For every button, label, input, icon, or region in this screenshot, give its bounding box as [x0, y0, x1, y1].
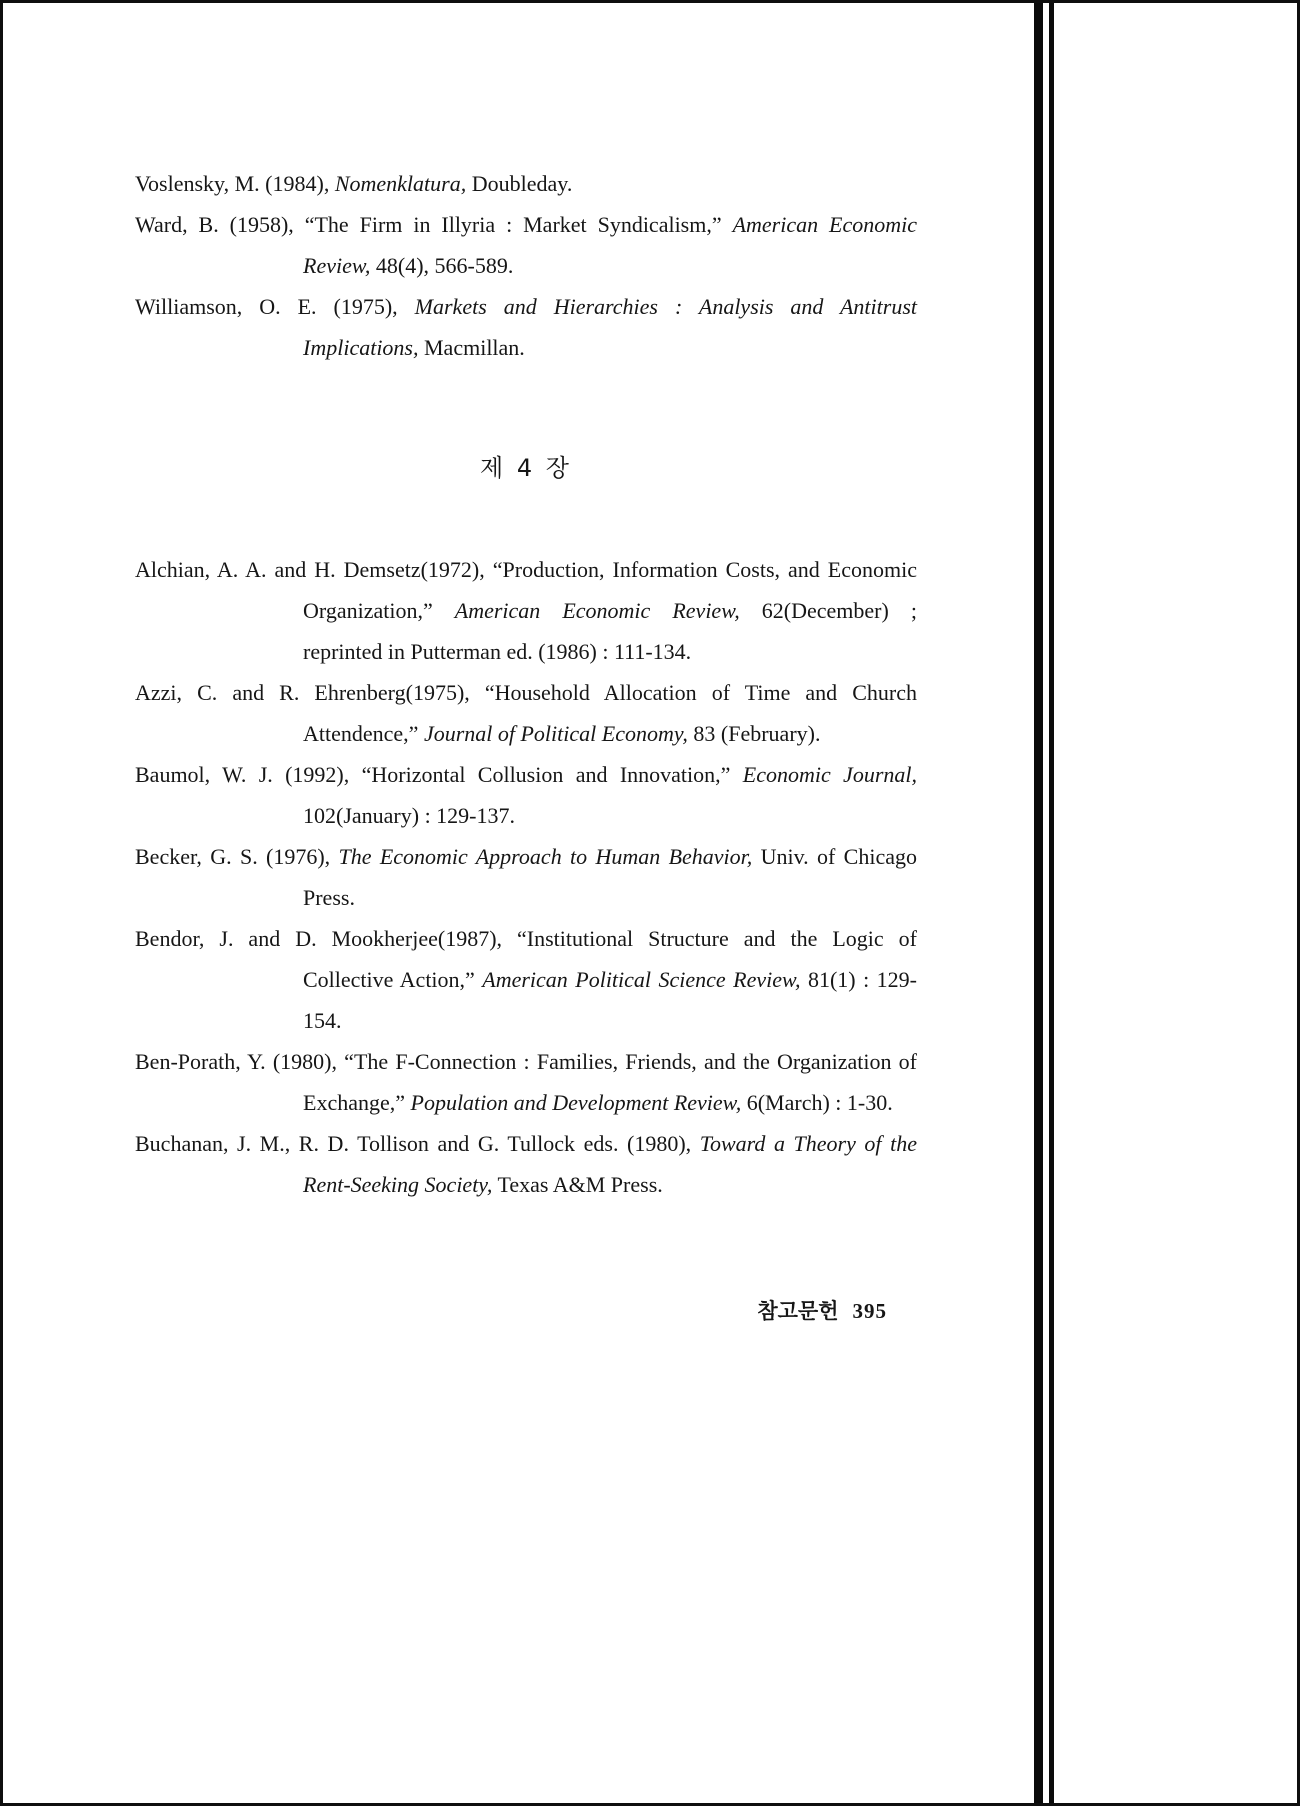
reference-title-italic: Economic Journal, — [742, 762, 917, 787]
reference-title-italic: American Economic Review, — [303, 212, 917, 278]
reference-text: Doubleday. — [466, 171, 573, 196]
reference-text: Univ. of Chicago Press. — [303, 844, 917, 910]
reference-title-italic: Journal of Political Economy, — [423, 721, 688, 746]
reference-entry — [135, 672, 917, 754]
page-edge-line-inner — [1049, 3, 1054, 1803]
reference-text: Macmillan. — [418, 335, 525, 360]
reference-title-italic: Nomenklatura, — [334, 171, 467, 196]
reference-text: Azzi, C. and R. Ehrenberg(1975), “Household Allocation of Time and Church Attendence,” — [135, 680, 917, 746]
reference-text: 83 (February). — [687, 721, 821, 746]
page-number: 395 — [852, 1299, 887, 1323]
reference-entry — [135, 286, 917, 368]
chapter-heading: 제 4 장 — [480, 454, 572, 482]
reference-title-italic: American Political Science Review, — [482, 967, 801, 992]
reference-title-italic: Toward a Theory of the Rent-Seeking Society, — [303, 1131, 917, 1197]
reference-text: Ben-Porath, Y. (1980), “The F-Connection : Families, Friends, and the Organization of Exchange,” — [135, 1049, 917, 1115]
reference-entry — [135, 1123, 917, 1205]
page-footer — [135, 1291, 917, 1332]
reference-entry — [135, 836, 917, 918]
reference-text: Williamson, O. E. (1975), — [135, 294, 415, 319]
reference-entry — [135, 754, 917, 836]
reference-text: 102(January) : 129-137. — [303, 803, 516, 828]
reference-text: Ward, B. (1958), “The Firm in Illyria : Market Syndicalism,” — [135, 212, 733, 237]
reference-entry — [135, 163, 917, 204]
reference-title-italic: American Economic Review, — [454, 598, 740, 623]
reference-text: 6(March) : 1-30. — [741, 1090, 893, 1115]
reference-text: Baumol, W. J. (1992), “Horizontal Collusion and Innovation,” — [135, 762, 743, 787]
reference-title-italic: Population and Development Review, — [410, 1090, 742, 1115]
reference-text: 48(4), 566-589. — [370, 253, 514, 278]
reference-entry — [135, 549, 917, 672]
reference-text: Alchian, A. A. and H. Demsetz(1972), “Production, Information Costs, and Economic Organization,” — [135, 557, 917, 623]
reference-text: 62(December) ; reprinted in Putterman ed. (1986) : 111-134. — [303, 598, 917, 664]
reference-title-italic: Markets and Hierarchies : Analysis and Antitrust Implications, — [303, 294, 917, 360]
reference-entry — [135, 204, 917, 286]
reference-entry — [135, 1041, 917, 1123]
reference-text: Bendor, J. and D. Mookherjee(1987), “Institutional Structure and the Logic of Collective Action,” — [135, 926, 917, 992]
reference-text: Buchanan, J. M., R. D. Tollison and G. Tullock eds. (1980), — [135, 1131, 700, 1156]
reference-entry — [135, 918, 917, 1041]
page-content — [135, 163, 917, 1332]
reference-text: Texas A&M Press. — [492, 1172, 663, 1197]
reference-text: Voslensky, M. (1984), — [135, 171, 335, 196]
reference-list-chapter4 — [135, 549, 917, 1205]
footer-section-label: 참고문헌 — [757, 1299, 839, 1323]
reference-list-top — [135, 163, 917, 368]
page-edge-line-outer — [1034, 3, 1043, 1803]
reference-title-italic: The Economic Approach to Human Behavior, — [338, 844, 753, 869]
reference-text: 81(1) : 129-154. — [303, 967, 917, 1033]
reference-text: Becker, G. S. (1976), — [135, 844, 339, 869]
